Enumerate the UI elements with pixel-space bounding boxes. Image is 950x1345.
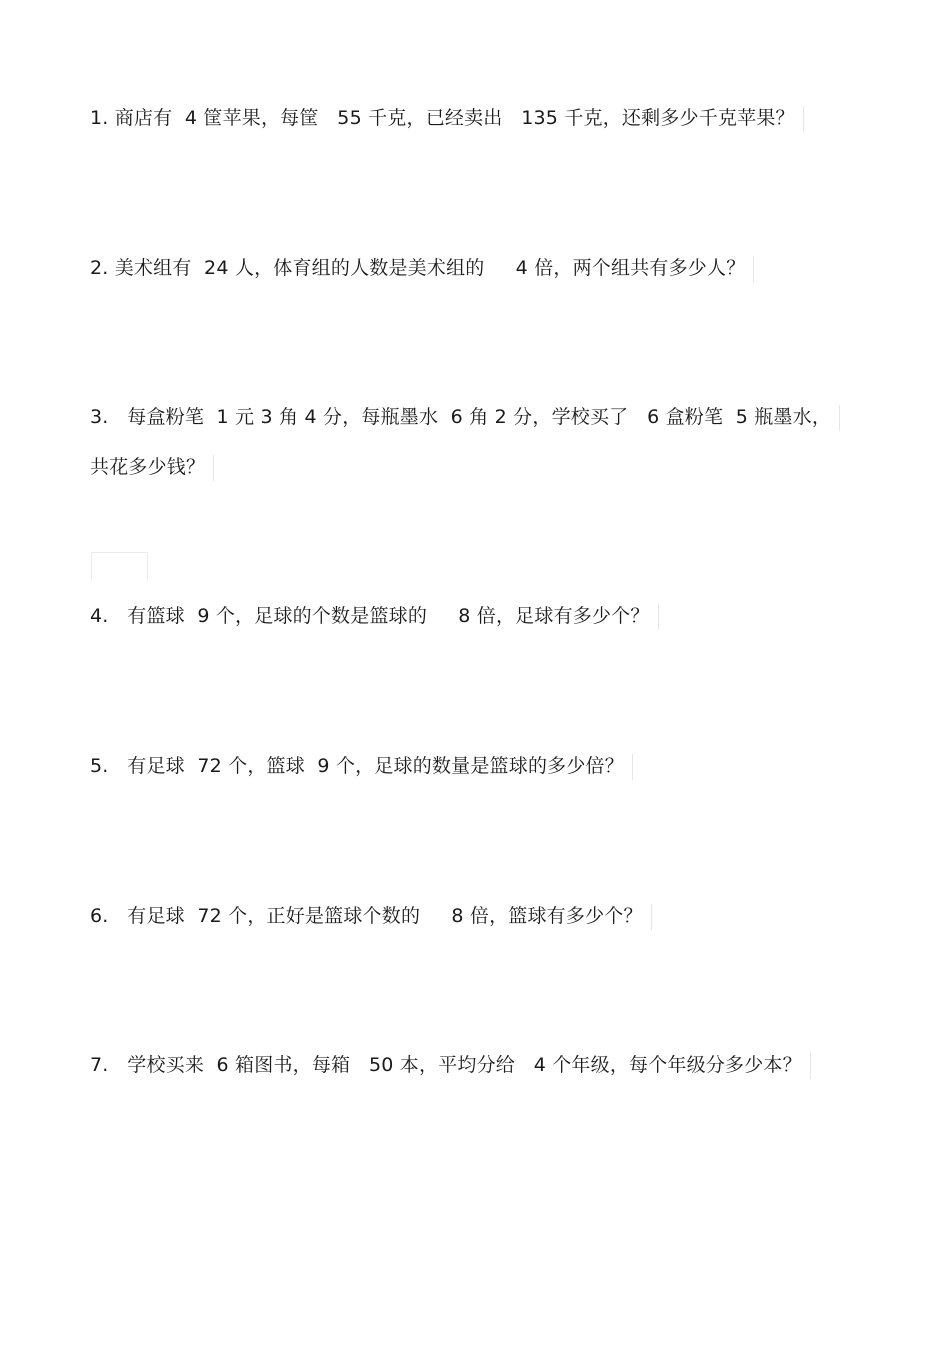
question-7-text: 7. 学校买来 6 箱图书，每箱 50 本，平均分给 4 个年级，每个年级分多少本？: [90, 1054, 802, 1076]
question-5-text: 5. 有足球 72 个，篮球 9 个，足球的数量是篮球的多少倍？: [90, 755, 624, 777]
text-edge-mark: [810, 1053, 812, 1079]
text-edge-mark: [839, 405, 841, 431]
question-6: [90, 902, 653, 930]
question-1-text: 1. 商店有 4 筐苹果，每筐 55 千克，已经卖出 135 千克，还剩多少千克苹果？: [90, 107, 795, 129]
blank-answer-box: [91, 552, 148, 581]
question-3-line-1: [90, 403, 841, 431]
text-edge-mark: [658, 604, 660, 630]
question-7: [90, 1051, 812, 1079]
question-5: [90, 752, 634, 780]
text-edge-mark: [753, 256, 755, 282]
question-2-text: 2. 美术组有 24 人，体育组的人数是美术组的 4 倍，两个组共有多少人？: [90, 257, 746, 279]
text-edge-mark: [651, 904, 653, 930]
question-1: [90, 104, 805, 132]
text-edge-mark: [803, 106, 805, 132]
question-3-text-line-1: 3. 每盒粉笔 1 元 3 角 4 分，每瓶墨水 6 角 2 分，学校买了 6 盒粉笔 5 瓶墨水，: [90, 406, 832, 428]
question-4-text: 4. 有篮球 9 个，足球的个数是篮球的 8 倍，足球有多少个？: [90, 605, 650, 627]
question-4: [90, 602, 660, 630]
question-3-line-2: [90, 453, 215, 481]
question-2: [90, 254, 755, 282]
question-3-text-line-2: 共花多少钱？: [90, 456, 206, 478]
text-edge-mark: [213, 455, 215, 481]
text-edge-mark: [632, 754, 634, 780]
question-6-text: 6. 有足球 72 个，正好是篮球个数的 8 倍，篮球有多少个？: [90, 905, 643, 927]
